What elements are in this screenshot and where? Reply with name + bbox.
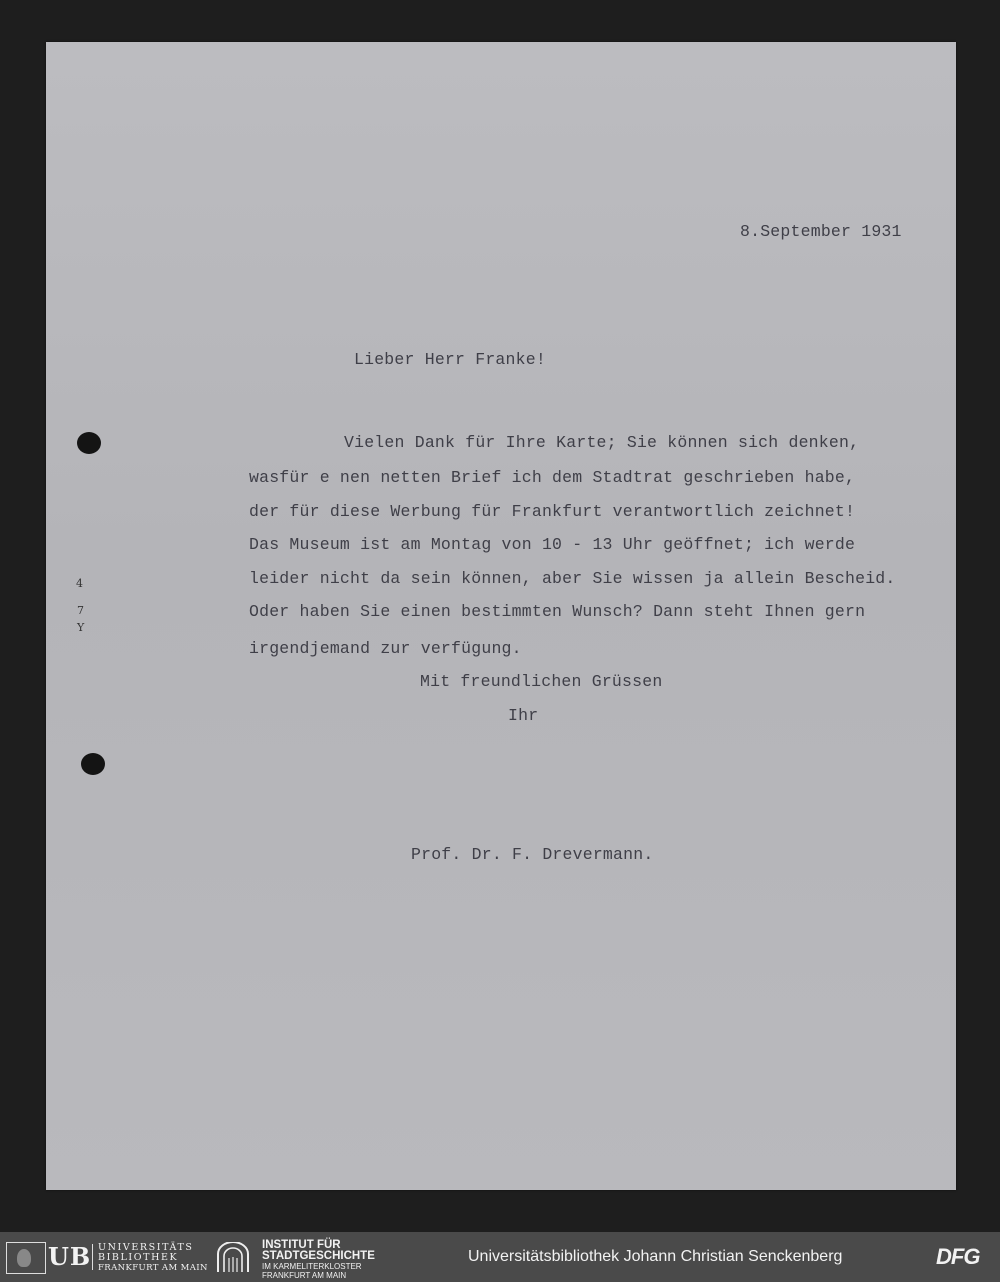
- body-line: Das Museum ist am Montag von 10 - 13 Uhr geöffnet; ich werde: [249, 535, 856, 554]
- isg-logo-line: STADTGESCHICHTE: [262, 1250, 375, 1262]
- letter-page: [46, 42, 956, 1190]
- letter-closing-ihr: Ihr: [508, 706, 539, 725]
- margin-mark: 7: [77, 604, 84, 617]
- dfg-logo: DFG: [936, 1244, 980, 1269]
- ub-logo-letters: UB: [48, 1242, 92, 1271]
- body-line: Vielen Dank für Ihre Karte; Sie können sich denken,: [344, 433, 860, 452]
- ub-logo-line: FRANKFURT AM MAIN: [98, 1263, 208, 1273]
- isg-arch-icon: [216, 1242, 250, 1272]
- body-line: irgendjemand zur verfügung.: [249, 639, 522, 658]
- ub-portrait-icon: [6, 1242, 46, 1274]
- isg-logo-line: IM KARMELITERKLOSTER: [262, 1262, 362, 1271]
- letter-date: 8.September 1931: [740, 222, 902, 241]
- punch-hole-bottom: [81, 753, 105, 775]
- ub-logo-line: BIBLIOTHEK: [98, 1252, 179, 1263]
- letter-signature: Prof. Dr. F. Drevermann.: [411, 845, 654, 864]
- margin-mark: Y: [77, 621, 85, 634]
- ub-logo-text: [98, 1243, 208, 1273]
- letter-closing: Mit freundlichen Grüssen: [420, 672, 663, 691]
- body-line: leider nicht da sein können, aber Sie wissen ja allein Bescheid.: [249, 569, 896, 588]
- ub-logo-line: UNIVERSITÄTS: [98, 1242, 194, 1253]
- isg-logo-text: [262, 1240, 375, 1280]
- body-line: der für diese Werbung für Frankfurt verantwortlich zeichnet!: [249, 502, 856, 521]
- punch-hole-top: [77, 432, 101, 454]
- body-line: wasfür e nen netten Brief ich dem Stadtrat geschrieben habe,: [249, 468, 856, 487]
- ub-logo-divider: [92, 1244, 93, 1270]
- footer-title: Universitätsbibliothek Johann Christian Senckenberg: [468, 1248, 843, 1265]
- letter-salutation: Lieber Herr Franke!: [354, 350, 546, 369]
- isg-logo-line: INSTITUT FÜR: [262, 1239, 341, 1251]
- isg-logo-line: FRANKFURT AM MAIN: [262, 1271, 347, 1280]
- body-line: Oder haben Sie einen bestimmten Wunsch? Dann steht Ihnen gern: [249, 602, 866, 621]
- margin-mark: 4: [76, 577, 83, 590]
- footer-bar: [0, 1232, 1000, 1282]
